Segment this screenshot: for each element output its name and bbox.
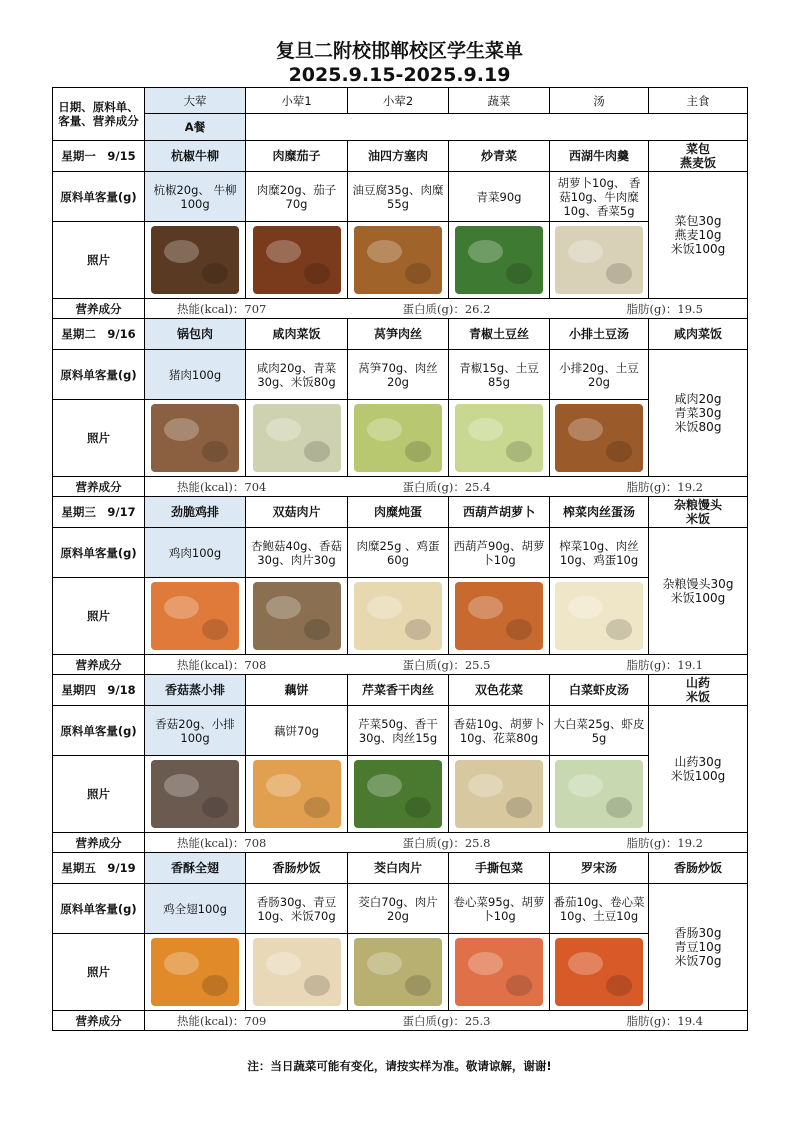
dish-photo-cell — [449, 222, 550, 299]
dish-photo-cell — [145, 222, 246, 299]
col-header-small-meat-1: 小荤1 — [246, 88, 348, 114]
dish-ingredients: 大白菜25g、虾皮5g — [550, 706, 649, 756]
nutrition-values — [145, 1011, 748, 1031]
dish-photo-cell — [449, 578, 550, 655]
dish-name: 咸肉菜饭 — [246, 319, 348, 350]
dish-photo — [455, 582, 543, 650]
dish-ingredients: 肉糜20g、茄子70g — [246, 172, 348, 222]
nutrition-energy: 热能(kcal)：708 — [177, 835, 267, 850]
dish-photo-cell — [348, 400, 449, 477]
dish-photo — [253, 760, 341, 828]
dish-name: 咸肉菜饭 — [649, 319, 748, 350]
day-ingredient-row — [53, 350, 748, 400]
dish-name: 杭椒牛柳 — [145, 141, 246, 172]
dish-photo — [555, 226, 643, 294]
nutrition-energy: 热能(kcal)：709 — [177, 1013, 267, 1028]
page-title: 复旦二附校邯郸校区学生菜单 — [275, 40, 523, 62]
day-label: 星期四 9/18 — [53, 675, 145, 706]
day-nutrition-row — [53, 655, 748, 675]
dish-ingredients: 香菇10g、胡萝卜10g、花菜80g — [449, 706, 550, 756]
dish-name: 炒青菜 — [449, 141, 550, 172]
nutrition-fat: 脂肪(g)：19.4 — [626, 1013, 703, 1028]
day-label: 星期一 9/15 — [53, 141, 145, 172]
dish-photo — [354, 226, 442, 294]
nutrition-protein: 蛋白质(g)：25.4 — [402, 479, 491, 494]
dish-photo — [151, 226, 239, 294]
dish-ingredients: 青椒15g、土豆85g — [449, 350, 550, 400]
dish-ingredients: 番茄10g、卷心菜10g、土豆10g — [550, 884, 649, 934]
dish-name: 西葫芦胡萝卜 — [449, 497, 550, 528]
dish-photo-cell — [449, 400, 550, 477]
dish-ingredients: 杏鲍菇40g、香菇30g、肉片30g — [246, 528, 348, 578]
dish-name: 香肠炒饭 — [649, 853, 748, 884]
ingredients-label: 原料单客量(g) — [53, 350, 145, 400]
day-dish-row — [53, 853, 748, 884]
dish-name: 香菇蒸小排 — [145, 675, 246, 706]
dish-name: 罗宋汤 — [550, 853, 649, 884]
nutrition-protein: 蛋白质(g)：25.3 — [402, 1013, 491, 1028]
dish-ingredients: 油豆腐35g、肉糜55g — [348, 172, 449, 222]
nutrition-fat: 脂肪(g)：19.1 — [626, 657, 703, 672]
staple-ingredients: 咸肉20g 青菜30g 米饭80g — [649, 350, 748, 477]
dish-photo — [555, 938, 643, 1006]
dish-photo — [354, 938, 442, 1006]
dish-name: 双菇肉片 — [246, 497, 348, 528]
photo-label: 照片 — [53, 756, 145, 833]
dish-photo — [455, 938, 543, 1006]
ingredients-label: 原料单客量(g) — [53, 884, 145, 934]
dish-ingredients: 肉糜25g 、鸡蛋60g — [348, 528, 449, 578]
dish-photo — [455, 404, 543, 472]
dish-photo-cell — [550, 756, 649, 833]
dish-photo — [151, 760, 239, 828]
dish-photo — [555, 760, 643, 828]
nutrition-fat: 脂肪(g)：19.5 — [626, 301, 703, 316]
dish-name: 油四方塞肉 — [348, 141, 449, 172]
dish-photo-cell — [145, 756, 246, 833]
dish-name: 莴笋肉丝 — [348, 319, 449, 350]
nutrition-label: 营养成分 — [53, 299, 145, 319]
day-photo-row — [53, 578, 748, 655]
dish-photo-cell — [550, 578, 649, 655]
dish-photo — [253, 938, 341, 1006]
nutrition-energy: 热能(kcal)：707 — [177, 301, 267, 316]
dish-name: 山药 米饭 — [649, 675, 748, 706]
day-label: 星期二 9/16 — [53, 319, 145, 350]
nutrition-label: 营养成分 — [53, 477, 145, 497]
dish-ingredients: 猪肉100g — [145, 350, 246, 400]
dish-ingredients: 莴笋70g、肉丝20g — [348, 350, 449, 400]
photo-label: 照片 — [53, 400, 145, 477]
ingredients-label: 原料单客量(g) — [53, 706, 145, 756]
dish-photo — [151, 582, 239, 650]
dish-name: 锅包肉 — [145, 319, 246, 350]
dish-photo — [354, 760, 442, 828]
menu-body — [53, 88, 748, 1031]
dish-photo — [151, 938, 239, 1006]
menu-table — [52, 87, 748, 1031]
dish-ingredients: 榨菜10g、肉丝10g、鸡蛋10g — [550, 528, 649, 578]
footer-note: 注：当日蔬菜可能有变化，请按实样为准。敬请谅解，谢谢! — [247, 1059, 552, 1073]
dish-name: 西湖牛肉羹 — [550, 141, 649, 172]
col-header-small-meat-2: 小荤2 — [348, 88, 449, 114]
ingredients-label: 原料单客量(g) — [53, 172, 145, 222]
dish-photo-cell — [348, 222, 449, 299]
dish-name: 香酥全翅 — [145, 853, 246, 884]
date-range: 2025.9.15-2025.9.19 — [288, 64, 511, 86]
photo-label: 照片 — [53, 934, 145, 1011]
nutrition-label: 营养成分 — [53, 655, 145, 675]
dish-name: 双色花菜 — [449, 675, 550, 706]
day-nutrition-row — [53, 299, 748, 319]
dish-photo-cell — [449, 934, 550, 1011]
dish-photo-cell — [246, 756, 348, 833]
dish-photo-cell — [145, 400, 246, 477]
dish-photo-cell — [550, 934, 649, 1011]
staple-ingredients: 杂粮馒头30g 米饭100g — [649, 528, 748, 655]
dish-name: 茭白肉片 — [348, 853, 449, 884]
dish-photo-cell — [246, 400, 348, 477]
day-photo-row — [53, 400, 748, 477]
nutrition-protein: 蛋白质(g)：25.5 — [402, 657, 491, 672]
day-label: 星期五 9/19 — [53, 853, 145, 884]
nutrition-energy: 热能(kcal)：704 — [177, 479, 267, 494]
nutrition-fat: 脂肪(g)：19.2 — [626, 479, 703, 494]
day-photo-row — [53, 756, 748, 833]
dish-photo — [253, 582, 341, 650]
dish-name: 菜包 燕麦饭 — [649, 141, 748, 172]
col-header-staple: 主食 — [649, 88, 748, 114]
nutrition-values — [145, 833, 748, 853]
nutrition-energy: 热能(kcal)：708 — [177, 657, 267, 672]
nutrition-protein: 蛋白质(g)：26.2 — [402, 301, 491, 316]
col-header-soup: 汤 — [550, 88, 649, 114]
dish-photo-cell — [449, 756, 550, 833]
day-dish-row — [53, 141, 748, 172]
day-ingredient-row — [53, 172, 748, 222]
day-nutrition-row — [53, 1011, 748, 1031]
dish-ingredients: 芹菜50g、香干30g、肉丝15g — [348, 706, 449, 756]
dish-photo — [253, 226, 341, 294]
dish-photo-cell — [348, 934, 449, 1011]
corner-header: 日期、原料单、客量、营养成分 — [53, 88, 145, 141]
day-dish-row — [53, 675, 748, 706]
dish-photo-cell — [246, 934, 348, 1011]
nutrition-protein: 蛋白质(g)：25.8 — [402, 835, 491, 850]
day-dish-row — [53, 319, 748, 350]
dish-photo-cell — [348, 756, 449, 833]
dish-name: 藕饼 — [246, 675, 348, 706]
col-header-vegetable: 蔬菜 — [449, 88, 550, 114]
dish-name: 劲脆鸡排 — [145, 497, 246, 528]
staple-ingredients: 菜包30g 燕麦10g 米饭100g — [649, 172, 748, 299]
nutrition-values — [145, 477, 748, 497]
dish-photo — [354, 582, 442, 650]
dish-name: 香肠炒饭 — [246, 853, 348, 884]
dish-photo — [354, 404, 442, 472]
set-blank — [246, 114, 748, 141]
nutrition-label: 营养成分 — [53, 833, 145, 853]
dish-photo-cell — [550, 400, 649, 477]
dish-ingredients: 杭椒20g、 牛柳100g — [145, 172, 246, 222]
dish-photo — [555, 404, 643, 472]
day-ingredient-row — [53, 706, 748, 756]
dish-photo — [253, 404, 341, 472]
photo-label: 照片 — [53, 578, 145, 655]
dish-ingredients: 茭白70g、肉片20g — [348, 884, 449, 934]
dish-ingredients: 鸡全翅100g — [145, 884, 246, 934]
dish-photo — [455, 760, 543, 828]
dish-name: 肉糜炖蛋 — [348, 497, 449, 528]
dish-ingredients: 鸡肉100g — [145, 528, 246, 578]
dish-photo-cell — [145, 934, 246, 1011]
dish-name: 青椒土豆丝 — [449, 319, 550, 350]
dish-ingredients: 藕饼70g — [246, 706, 348, 756]
nutrition-label: 营养成分 — [53, 1011, 145, 1031]
dish-name: 手撕包菜 — [449, 853, 550, 884]
day-photo-row — [53, 934, 748, 1011]
set-label: A餐 — [145, 114, 246, 141]
day-photo-row — [53, 222, 748, 299]
nutrition-fat: 脂肪(g)：19.2 — [626, 835, 703, 850]
dish-photo — [455, 226, 543, 294]
dish-photo-cell — [348, 578, 449, 655]
photo-label: 照片 — [53, 222, 145, 299]
dish-ingredients: 卷心菜95g、胡萝卜10g — [449, 884, 550, 934]
dish-photo — [555, 582, 643, 650]
dish-photo — [151, 404, 239, 472]
dish-name: 芹菜香干肉丝 — [348, 675, 449, 706]
dish-name: 小排土豆汤 — [550, 319, 649, 350]
dish-ingredients: 西葫芦90g、胡萝卜10g — [449, 528, 550, 578]
dish-ingredients: 小排20g、土豆20g — [550, 350, 649, 400]
nutrition-values — [145, 655, 748, 675]
day-dish-row — [53, 497, 748, 528]
nutrition-values — [145, 299, 748, 319]
dish-ingredients: 咸肉20g、青菜30g、米饭80g — [246, 350, 348, 400]
dish-photo-cell — [246, 578, 348, 655]
day-label: 星期三 9/17 — [53, 497, 145, 528]
day-ingredient-row — [53, 528, 748, 578]
dish-name: 白菜虾皮汤 — [550, 675, 649, 706]
ingredients-label: 原料单客量(g) — [53, 528, 145, 578]
staple-ingredients: 香肠30g 青豆10g 米饭70g — [649, 884, 748, 1011]
dish-ingredients: 香菇20g、小排100g — [145, 706, 246, 756]
staple-ingredients: 山药30g 米饭100g — [649, 706, 748, 833]
dish-ingredients: 青菜90g — [449, 172, 550, 222]
dish-ingredients: 香肠30g、青豆10g、米饭70g — [246, 884, 348, 934]
day-nutrition-row — [53, 833, 748, 853]
day-ingredient-row — [53, 884, 748, 934]
dish-name: 杂粮馒头 米饭 — [649, 497, 748, 528]
dish-photo-cell — [246, 222, 348, 299]
dish-ingredients: 胡萝卜10g、 香菇10g、牛肉糜10g、香菜5g — [550, 172, 649, 222]
dish-photo-cell — [550, 222, 649, 299]
dish-photo-cell — [145, 578, 246, 655]
dish-name: 肉糜茄子 — [246, 141, 348, 172]
dish-name: 榨菜肉丝蛋汤 — [550, 497, 649, 528]
day-nutrition-row — [53, 477, 748, 497]
col-header-main-meat: 大荤 — [145, 88, 246, 114]
